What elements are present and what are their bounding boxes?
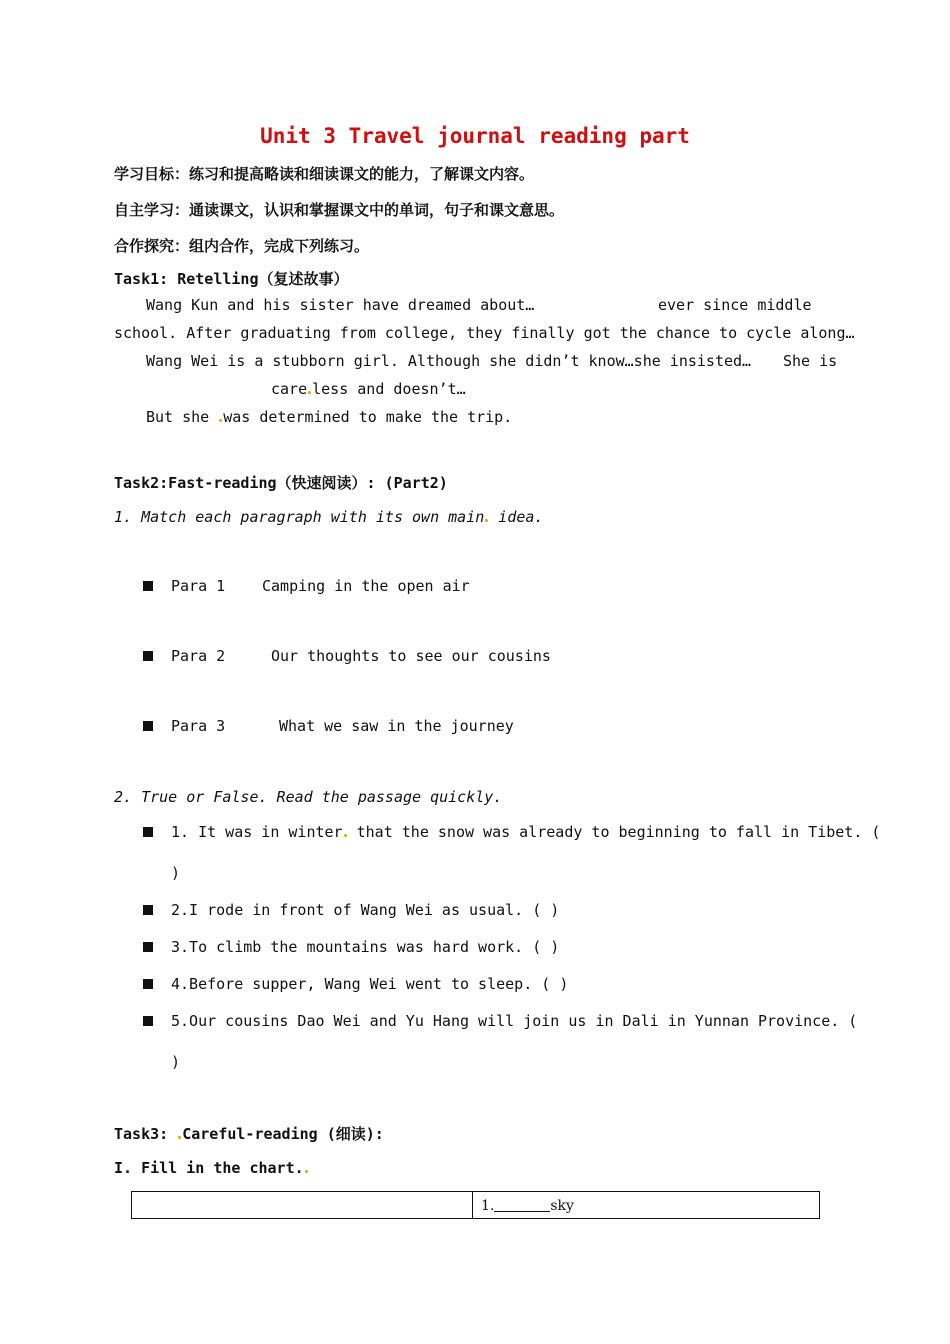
task3-heading — [114, 1123, 384, 1144]
task1-line4 — [271, 380, 466, 398]
mark-dot — [305, 1170, 308, 1173]
tf-item-1-b: that the snow was already to beginning to fall in Tibet. ( — [356, 823, 881, 841]
table-row — [132, 1192, 820, 1219]
fill-chart-instruction — [114, 1159, 309, 1177]
chart-cell-text: sky — [550, 1197, 574, 1214]
task1-line5a: But she — [146, 408, 210, 426]
tf-item-1-a: 1. It was in winter — [171, 823, 343, 841]
task1-line2: school. After graduating from college, they finally got the chance to cycle along… — [114, 324, 855, 342]
match-idea-3: What we saw in the journey — [279, 717, 514, 735]
answer-blank[interactable] — [494, 1197, 550, 1212]
task1-line3a: Wang Wei is a stubborn girl. Although she didn’t know…she insisted… — [146, 352, 752, 370]
mark-dot — [485, 519, 488, 522]
bullet-icon — [143, 651, 153, 661]
learning-objective: 学习目标：练习和提高略读和细读课文的能力，了解课文内容。 — [114, 165, 535, 183]
task1-line4b: less and doesn’t… — [312, 380, 466, 398]
task1-line5 — [146, 408, 512, 426]
fill-chart-text: I. Fill in the chart. — [114, 1159, 304, 1177]
tf-item-4: 4.Before supper, Wang Wei went to sleep. ( ) — [171, 975, 569, 993]
bullet-icon — [143, 905, 153, 915]
task3-heading-a: Task3: — [114, 1125, 169, 1143]
task1-line1a: Wang Kun and his sister have dreamed about… — [146, 296, 535, 314]
tf-item-1 — [171, 823, 880, 841]
mark-dot — [178, 1136, 181, 1139]
tf-item-5-close: ) — [171, 1053, 181, 1071]
task2-q1 — [114, 508, 543, 526]
task1-line3b: She is — [783, 352, 838, 370]
bullet-icon — [143, 942, 153, 952]
match-idea-2: Our thoughts to see our cousins — [271, 647, 551, 665]
bullet-icon — [143, 581, 153, 591]
task2-q1-end: idea. — [498, 508, 544, 526]
page-title: Unit 3 Travel journal reading part — [260, 124, 690, 148]
mark-dot — [308, 391, 311, 394]
chart-cell-right — [473, 1192, 820, 1219]
task1-line5b: was determined to make the trip. — [223, 408, 513, 426]
chart-cell-left — [132, 1192, 473, 1219]
fill-chart-table — [131, 1191, 820, 1219]
match-idea-1: Camping in the open air — [262, 577, 470, 595]
cooperation: 合作探究：组内合作，完成下列练习。 — [114, 237, 370, 255]
task1-line4a: care — [271, 380, 308, 398]
match-para-1: Para 1 — [171, 577, 226, 595]
bullet-icon — [143, 827, 153, 837]
mark-dot — [344, 834, 347, 837]
bullet-icon — [143, 721, 153, 731]
tf-item-3: 3.To climb the mountains was hard work. ( ) — [171, 938, 560, 956]
task3-heading-b: Careful-reading (细读): — [182, 1125, 384, 1143]
tf-item-5: 5.Our cousins Dao Wei and Yu Hang will join us in Dali in Yunnan Province. ( — [171, 1012, 858, 1030]
task2-q2: 2. True or False. Read the passage quickly. — [114, 788, 503, 806]
tf-item-2: 2.I rode in front of Wang Wei as usual. ( ) — [171, 901, 560, 919]
match-para-2: Para 2 — [171, 647, 226, 665]
task1-heading: Task1: Retelling（复述故事） — [114, 270, 349, 288]
match-para-3: Para 3 — [171, 717, 226, 735]
task1-line1b: ever since middle — [658, 296, 812, 314]
chart-cell-number: 1. — [481, 1197, 495, 1214]
self-study: 自主学习：通读课文，认识和掌握课文中的单词，句子和课文意思。 — [114, 201, 565, 219]
bullet-icon — [143, 979, 153, 989]
mark-dot — [219, 419, 222, 422]
tf-item-1-close: ) — [171, 864, 181, 882]
task2-heading: Task2:Fast-reading（快速阅读）: (Part2) — [114, 474, 448, 492]
bullet-icon — [143, 1016, 153, 1026]
task2-q1-text: 1. Match each paragraph with its own main — [114, 508, 485, 526]
